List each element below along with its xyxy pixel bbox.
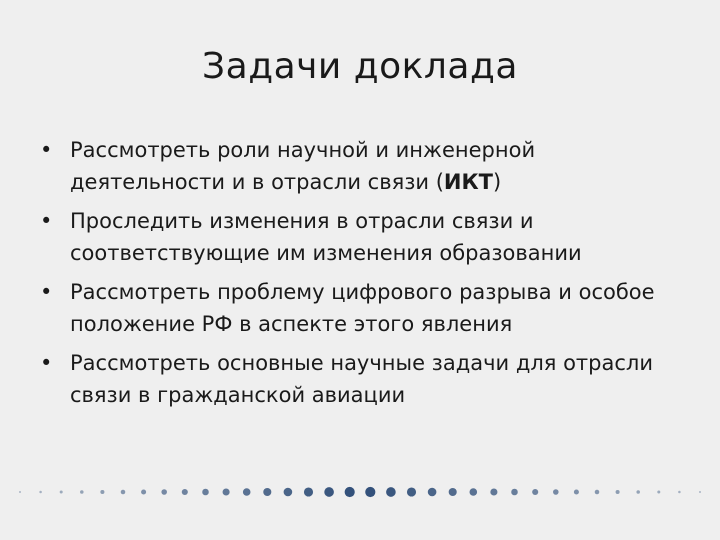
decorative-dot: [449, 488, 457, 496]
bullet-text: Рассмотреть роли научной и инженерной деятельности и в отрасли связи (: [70, 138, 536, 194]
bullet-text-end: ): [492, 170, 502, 194]
decorative-dot: [595, 490, 600, 495]
decorative-dot: [470, 488, 478, 496]
decorative-dot: [80, 490, 84, 494]
decorative-dot: [407, 487, 416, 496]
bullet-item-1: [40, 134, 680, 198]
bullet-marker: •: [40, 138, 53, 162]
decorative-dot: [141, 489, 146, 494]
bullet-text: Рассмотреть основные научные задачи для отрасли связи в гражданской авиации: [70, 351, 653, 407]
decorative-dot: [60, 490, 63, 493]
decorative-dot: [657, 490, 660, 493]
bullet-item-2: [40, 205, 680, 269]
decorative-dot: [345, 487, 355, 497]
slide-title: Задачи доклада: [202, 46, 518, 87]
decorative-dot: [39, 491, 42, 494]
bullet-text: Проследить изменения в отрасли связи и соответствующие им изменения образовании: [70, 209, 582, 265]
decorative-dot: [223, 488, 230, 495]
bullet-marker: •: [40, 280, 53, 304]
decorative-dot: [121, 490, 126, 495]
decorative-dot: [19, 491, 21, 493]
decorative-dot: [304, 487, 313, 496]
decorative-dot: [100, 490, 104, 494]
bullet-marker: •: [40, 351, 53, 375]
decorative-dot: [511, 489, 518, 496]
decorative-dot: [324, 487, 334, 497]
decorative-dot: [263, 488, 271, 496]
decorative-dot-row: [0, 480, 720, 504]
decorative-dot: [182, 489, 188, 495]
decorative-dot: [284, 488, 293, 497]
bullet-item-4: [40, 347, 680, 411]
decorative-dot: [161, 489, 167, 495]
decorative-dot: [490, 488, 497, 495]
decorative-dot: [636, 490, 640, 494]
decorative-dot: [532, 489, 538, 495]
bullet-item-3: [40, 276, 680, 340]
decorative-dot: [202, 489, 209, 496]
decorative-dot: [616, 490, 620, 494]
decorative-dot: [574, 489, 579, 494]
bullet-marker: •: [40, 209, 53, 233]
decorative-dot: [678, 491, 681, 494]
decorative-dot: [428, 488, 437, 497]
decorative-dot: [365, 487, 375, 497]
decorative-dot: [699, 491, 701, 493]
decorative-dot: [553, 489, 559, 495]
bullet-list: [40, 134, 680, 418]
decorative-dot: [386, 487, 396, 497]
bullet-bold-text: ИКТ: [443, 170, 493, 194]
bullet-text: Рассмотреть проблему цифрового разрыва и особое положение РФ в аспекте этого явления: [70, 280, 655, 336]
decorative-dot: [243, 488, 251, 496]
